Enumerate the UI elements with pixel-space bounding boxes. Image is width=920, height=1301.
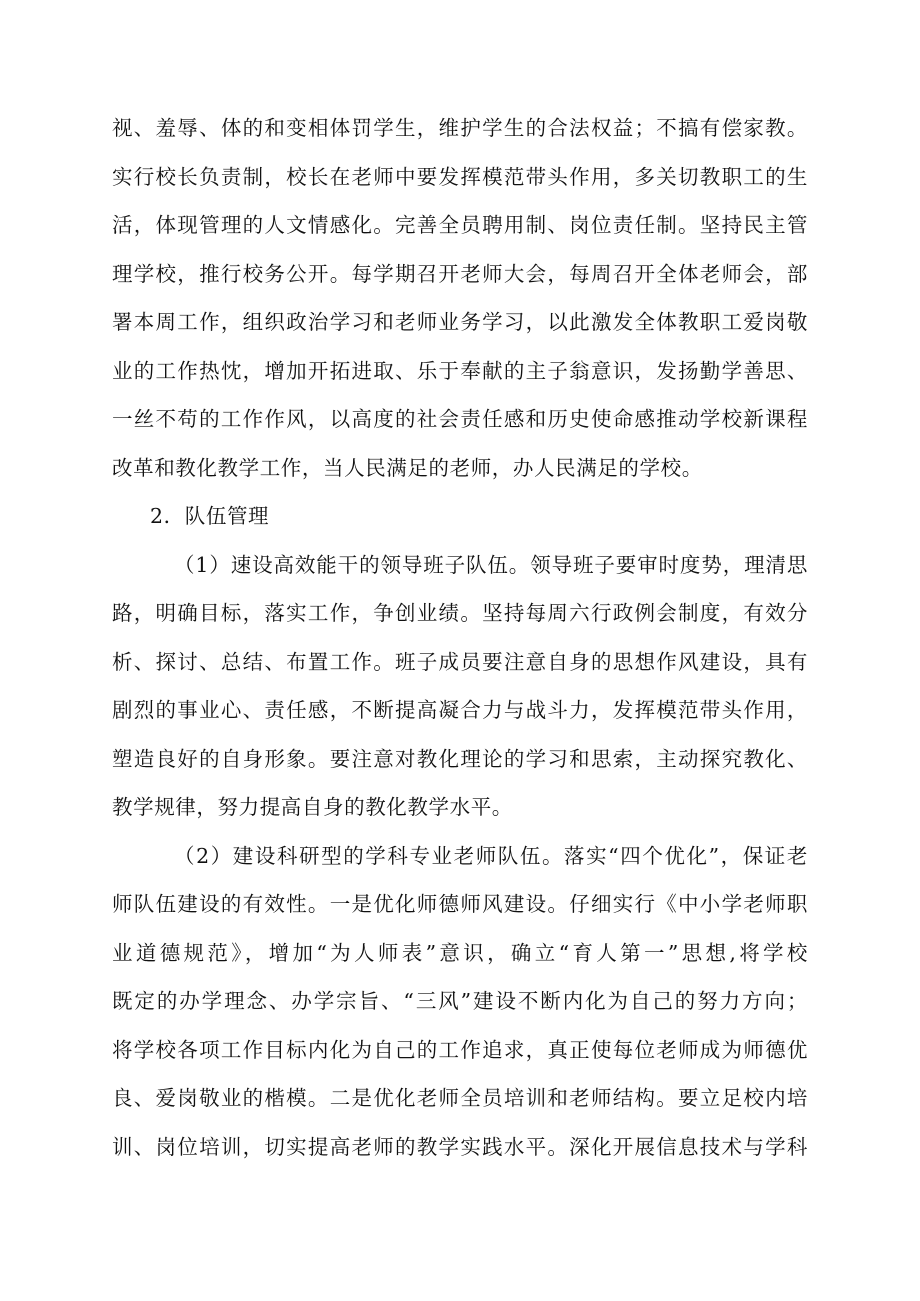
paragraph-line: 署本周工作，组织政治学习和老师业务学习，以此激发全体教职工爱岗敬 <box>112 310 808 334</box>
paragraph-line: 活，体现管理的人文情感化。完善全员聘用制、岗位责任制。坚持民主管 <box>112 213 808 237</box>
paragraph-line: 视、羞辱、体的和变相体罚学生，维护学生的合法权益；不搞有偿家教。 <box>112 116 808 140</box>
paragraph-line: 训、岗位培训，切实提高老师的教学实践水平。深化开展信息技术与学科 <box>112 1134 808 1159</box>
paragraph-line: 剧烈的事业心、责任感，不断提高凝合力与战斗力，发挥模范带头作用， <box>112 698 808 722</box>
paragraph-line: 师队伍建设的有效性。一是优化师德师风建设。仔细实行《中小学老师职 <box>112 892 808 916</box>
paragraph-line: 既定的办学理念、办学宗旨、“三风”建设不断内化为自己的努力方向； <box>112 989 808 1013</box>
paragraph-line: 一丝不苟的工作作风，以高度的社会责任感和历史使命感推动学校新课程 <box>112 407 808 431</box>
document-page <box>112 104 808 1171</box>
paragraph-line: 教学规律，努力提高自身的教化教学水平。 <box>112 795 513 819</box>
paragraph-line: 理学校，推行校务公开。每学期召开老师大会，每周召开全体老师会，部 <box>112 261 808 286</box>
paragraph-line: 将学校各项工作目标内化为自己的工作追求，真正使每位老师成为师德优 <box>112 1037 808 1062</box>
paragraph-line: 析、探讨、总结、布置工作。班子成员要注意自身的思想作风建设，具有 <box>112 649 808 674</box>
paragraph-line: 业道德规范》，增加“为人师表”意识，确立“育人第一”思想,将学校 <box>112 940 808 965</box>
section-heading: 2．队伍管理 <box>150 504 270 528</box>
paragraph-line: 实行校长负责制，校长在老师中要发挥模范带头作用，多关切教职工的生 <box>112 164 808 189</box>
paragraph-line: （1）速设高效能干的领导班子队伍。领导班子要审时度势，理清思 <box>174 552 808 577</box>
paragraph-line: 塑造良好的自身形象。要注意对教化理论的学习和思索，主动探究教化、 <box>112 746 808 771</box>
paragraph-line: 良、爱岗敬业的楷模。二是优化老师全员培训和老师结构。要立足校内培 <box>112 1086 808 1110</box>
paragraph-line: 路，明确目标，落实工作，争创业绩。坚持每周六行政例会制度，有效分 <box>112 601 808 625</box>
paragraph-line: 业的工作热忱，增加开拓进取、乐于奉献的主子翁意识，发扬勤学善思、 <box>112 358 808 383</box>
paragraph-line: （2）建设科研型的学科专业老师队伍。落实“四个优化”，保证老 <box>174 843 808 868</box>
paragraph-line: 改革和教化教学工作，当人民满足的老师，办人民满足的学校。 <box>112 455 703 480</box>
